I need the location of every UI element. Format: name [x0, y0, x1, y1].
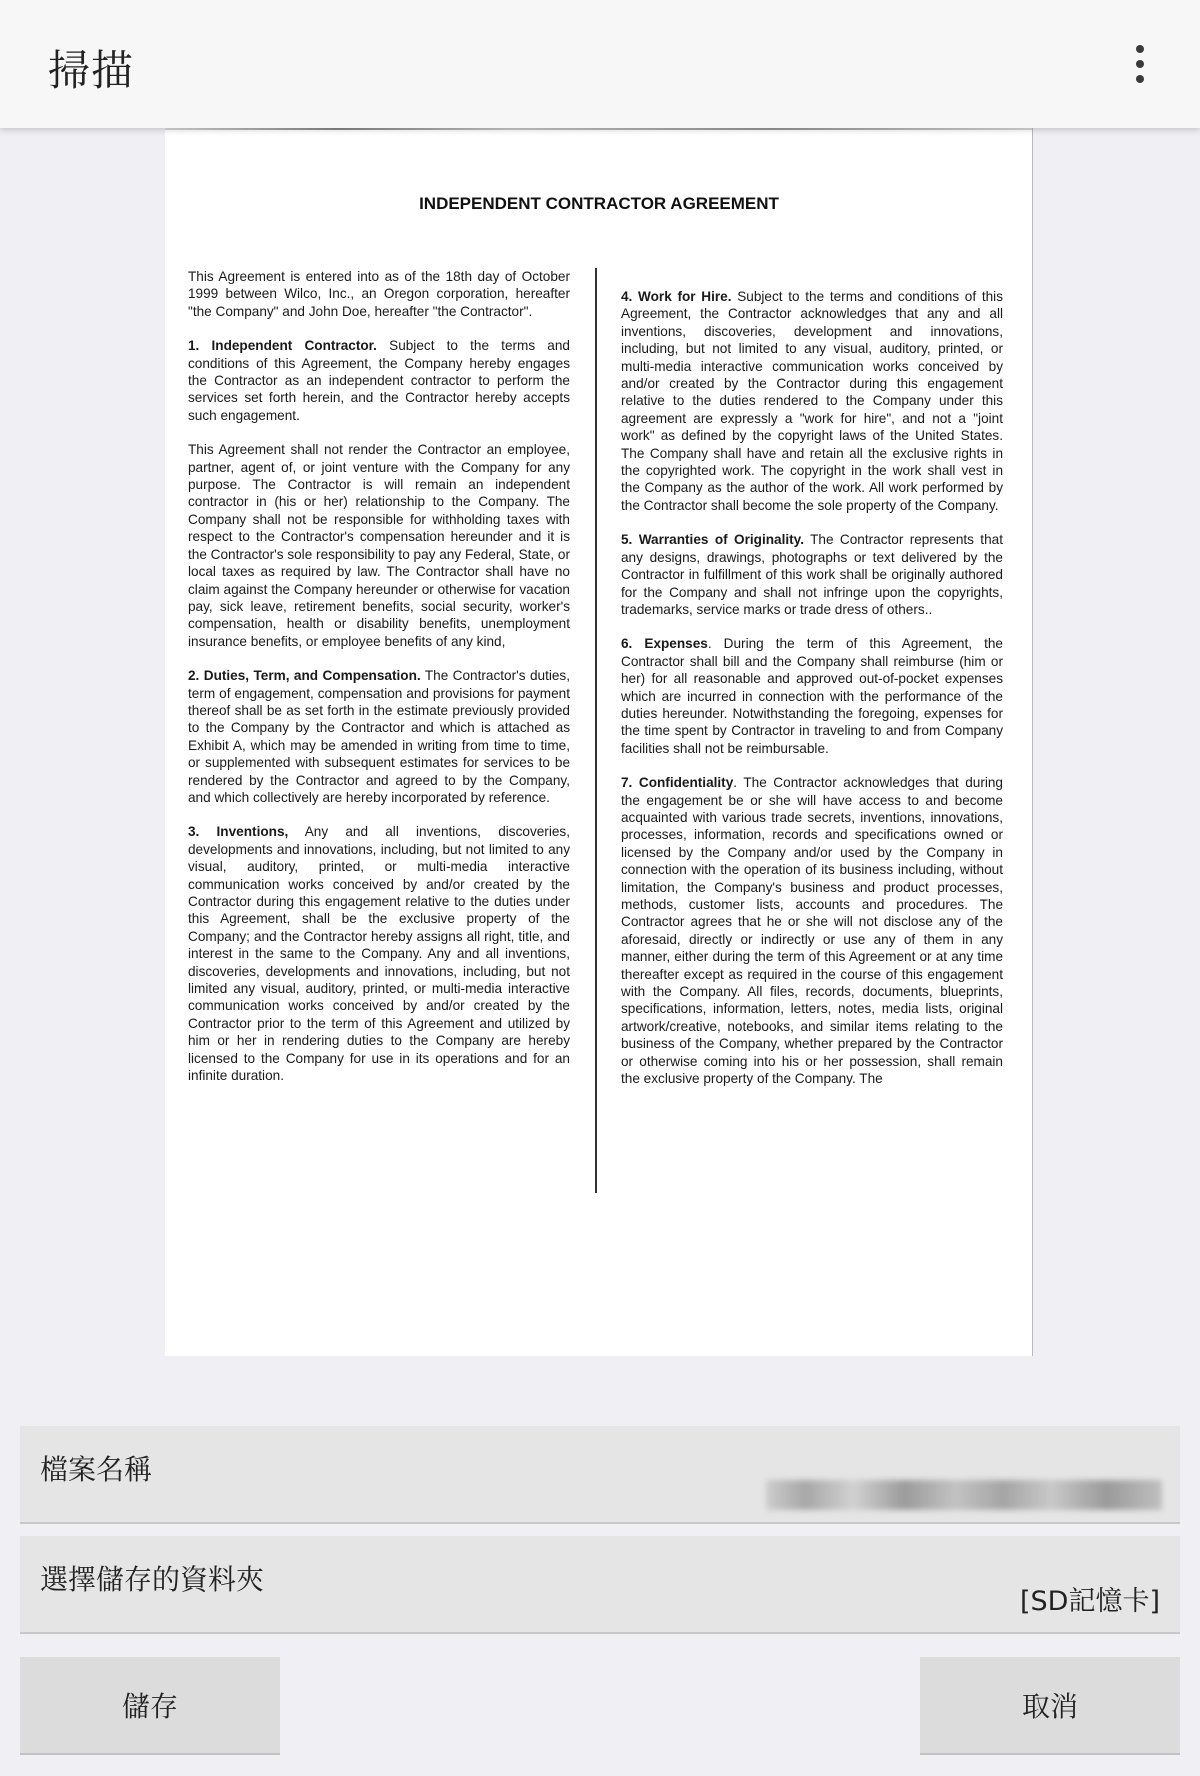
page-title: 掃描: [48, 46, 135, 95]
filename-value-blurred: [766, 1480, 1162, 1510]
cancel-button[interactable]: 取消: [920, 1657, 1180, 1755]
save-button[interactable]: 儲存: [20, 1657, 280, 1755]
paragraph: 4. Work for Hire. Subject to the terms and conditions of this Agreement, the Contractor acknowledges that any and all inventions, discoveries, development and innovations, including, but not limited to any visual, auditory, printed, or multi-media interactive communication works conceived by and/or created by the Contractor during this engagement relative to the duties rendered to the Company under this agreement are expressly a "work for hire", and not a "joint work" as defined by the copyright laws of the United States. The Company shall have and retain all the exclusive rights in the copyrighted work. The copyright in the work shall vest in the Company as the author of the work. All work performed by the Contractor shall become the sole property of the Company.: [621, 289, 1003, 513]
document-right-column: [621, 288, 1003, 1104]
filename-label: 檔案名稱: [40, 1453, 153, 1486]
paragraph: This Agreement shall not render the Contractor an employee, partner, agent of, or joint venture with the Company for any purpose. The Contractor is will remain an independent contractor in (his or her) relationship to the Company. The Company shall not be responsible for withholding taxes with respect to the Contractor's compensation hereunder and it is the Contractor's sole responsibility to pay any Federal, State, or local taxes as required by law. The Contractor shall have no claim against the Company hereunder or otherwise for vacation pay, sick leave, retirement benefits, social security, worker's compensation, health or disability benefits, unemployment insurance benefits, or employee benefits of any kind,: [188, 442, 570, 649]
scan-edge: [165, 128, 1032, 130]
filename-field[interactable]: [20, 1426, 1180, 1524]
folder-select-field[interactable]: [20, 1536, 1180, 1634]
paragraph: 7. Confidentiality. The Contractor acknowledges that during the engagement be or she will have access to and become acquainted with various trade secrets, inventions, innovations, processes, information, records and specifications owned or licensed by the Company and/or used by the Company in connection with the operation of its business including, without limitation, the Company's business and product processes, methods, customer lists, accounts and procedures. The Contractor agrees that he or she will not disclose any of the aforesaid, directly or indirectly or use any of them in any manner, either during the term of this Agreement or at any time thereafter except as required in the course of this engagement with the Company. All files, records, documents, blueprints, specifications, information, letters, notes, media lists, original artwork/creative, notebooks, and similar items relating to the business of the Company, whether prepared by the Contractor or otherwise coming into his or her possession, shall remain the exclusive property of the Company. The: [621, 775, 1003, 1087]
document-title: INDEPENDENT CONTRACTOR AGREEMENT: [419, 194, 779, 213]
paragraph: This Agreement is entered into as of the 18th day of October 1999 between Wilco, Inc., an Oregon corporation, hereafter "the Company" and John Doe, hereafter "the Contractor".: [188, 269, 570, 319]
dot: [1136, 60, 1144, 68]
paragraph: 6. Expenses. During the term of this Agreement, the Contractor shall bill and the Company shall reimburse (him or her) for all reasonable and approved out-of-pocket expenses which are incurred in connection with the performance of the duties hereunder. Notwithstanding the foregoing, expenses for the time spent by Contractor in traveling to and from Company facilities shall not be reimbursable.: [621, 636, 1003, 756]
paragraph: 5. Warranties of Originality. The Contractor represents that any designs, drawings, photographs or text delivered by the Contractor in fulfillment of this work shall be originally authored for the Company and shall not infringe upon the copyrights, trademarks, service marks or trade dress of others..: [621, 532, 1003, 617]
document-left-column: [188, 268, 570, 1101]
paragraph: 1. Independent Contractor. Subject to the terms and conditions of this Agreement, the Company hereby engages the Contractor as an independent contractor to perform the services set forth herein, and the Contractor hereby accepts such engagement.: [188, 338, 570, 423]
dot: [1136, 75, 1144, 83]
column-divider: [595, 268, 597, 1193]
scanned-document-preview: [165, 128, 1033, 1356]
more-vert-icon[interactable]: [1116, 40, 1164, 88]
paragraph: 3. Inventions, Any and all inventions, discoveries, developments and innovations, including, but not limited to any visual, auditory, printed, or multi-media interactive communication works conceived by and/or created by the Contractor during this engagement relative to the duties under this Agreement, shall be the exclusive property of the Company; and the Contractor hereby assigns all right, title, and interest in the same to the Company. Any and all inventions, discoveries, developments and innovations, including, but not limited any visual, auditory, printed, or multi-media interactive communication works conceived by and/or created by the Contractor prior to the term of this Agreement and utilized by him or her in rendering duties to the Company are hereby licensed to the Company for use in its operations and for an infinite duration.: [188, 824, 570, 1084]
paragraph: 2. Duties, Term, and Compensation. The Contractor's duties, term of engagement, compensation and provisions for payment thereof shall be as set forth in the estimate previously provided to the Company by the Contractor and which is attached as Exhibit A, which may be amended in writing from time to time, or supplemented with subsequent estimates for services to be rendered by the Contractor and agreed to by the Company, and which collectively are hereby incorporated by reference.: [188, 668, 570, 805]
dot: [1136, 45, 1144, 53]
folder-value: [SD記憶卡]: [1020, 1586, 1160, 1617]
app-bar: [0, 0, 1200, 128]
folder-label: 選擇儲存的資料夾: [40, 1563, 265, 1596]
